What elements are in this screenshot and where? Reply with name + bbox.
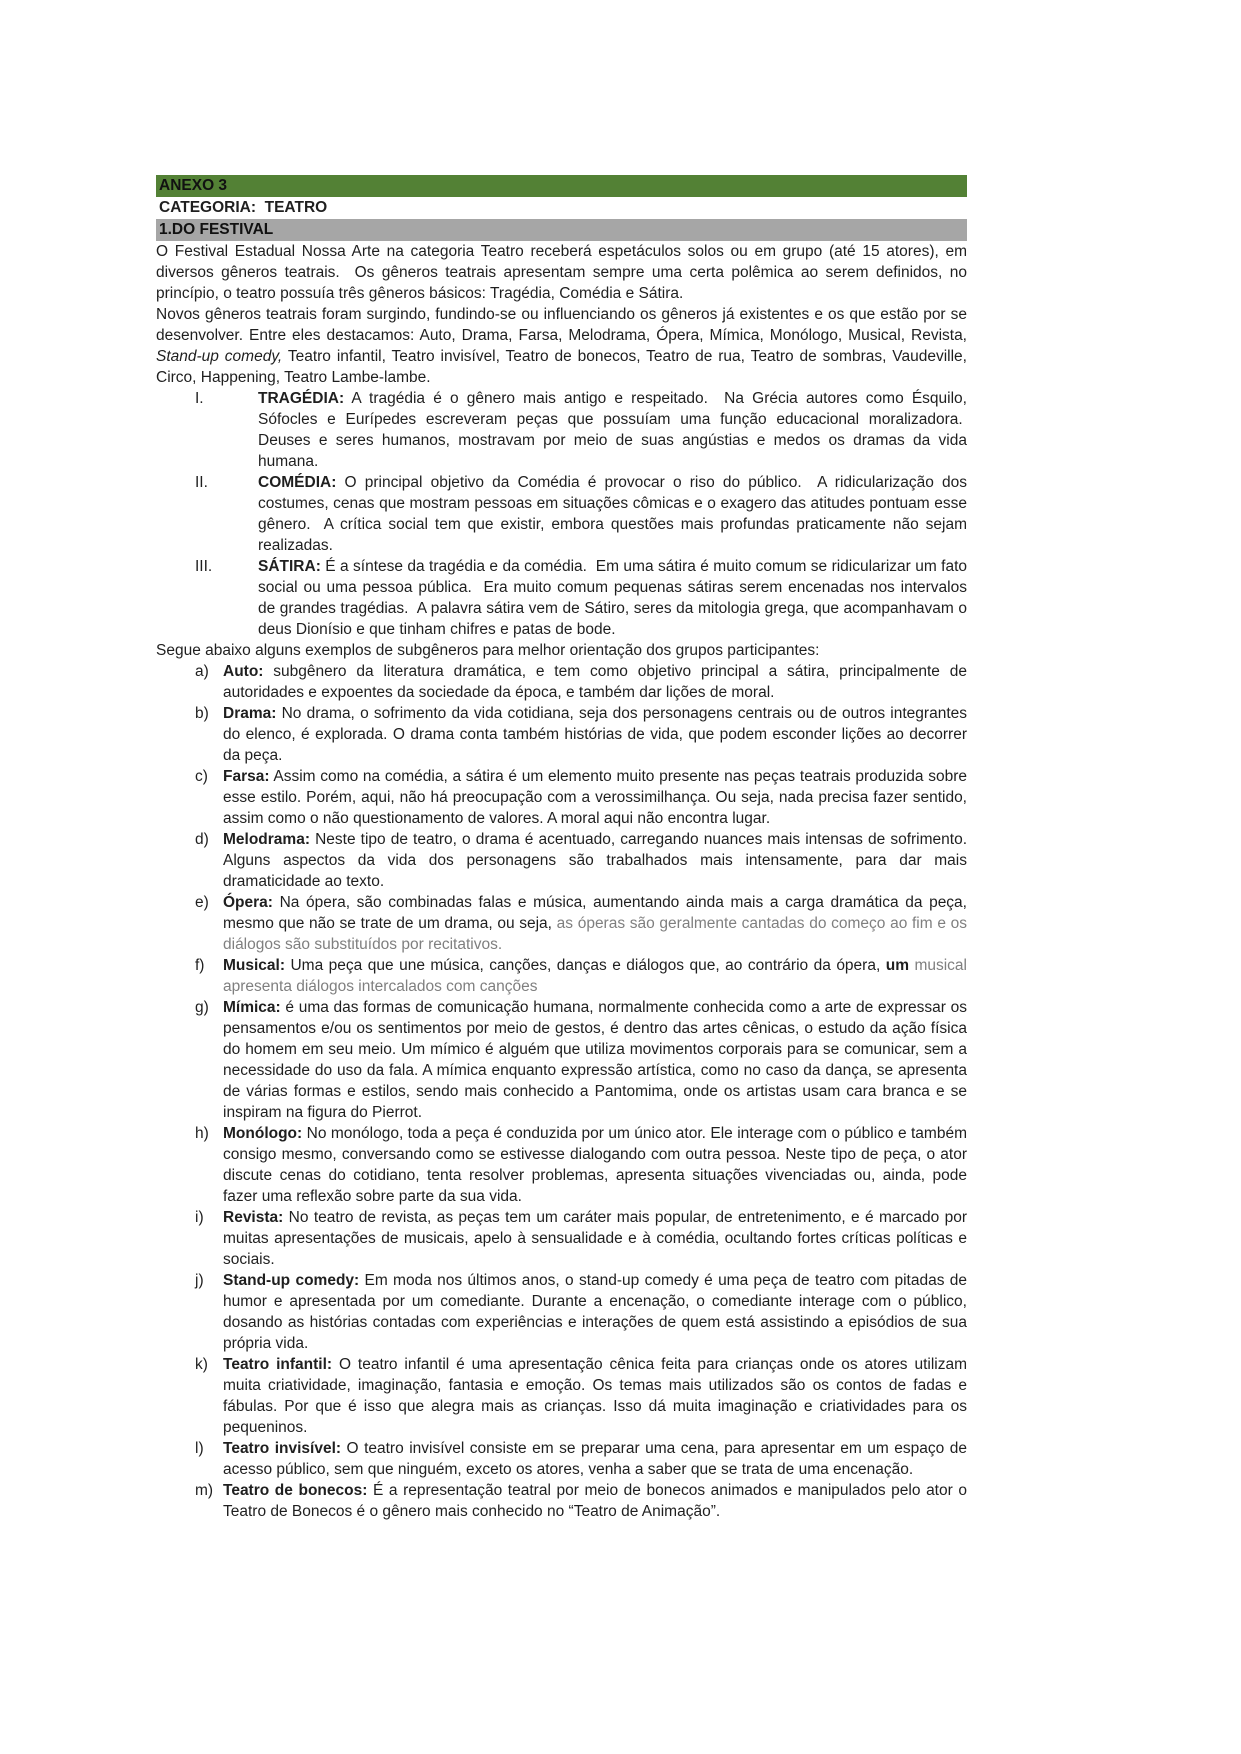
text-segment: Teatro de bonecos: [223,1482,368,1499]
list-marker: i) [195,1209,204,1226]
list-item-text [223,766,967,829]
letter-list-item [156,892,967,955]
text-segment: Novos gêneros teatrais foram surgindo, fundindo-se ou influenciando os gêneros já existentes e os que estão por se desenvolver. Entre eles destacamos: Auto, Drama, Farsa, Melodrama, Ópera, Mímica, Monólogo, Musical, Revista, [156,306,967,344]
text-segment: É a síntese da tragédia e da comédia. Em uma sátira é muito comum se ridicularizar um fato social ou uma pessoa pública. Era muito comum pequenas sátiras serem encenadas nos intervalos de grandes tragédias. A palavra sátira vem de Sátiro, seres da mitologia grega, que acompanhavam o deus Dionísio e que tinham chifres e patas de bode. [258,558,967,638]
text-segment: Em moda nos últimos anos, o stand-up comedy é uma peça de teatro com pitadas de humor e apresentada por um comediante. Durante a encenação, o comediante interage com o público, dosando as histórias contadas com experiências e interações de quem está assistindo a episódios de sua própria vida. [223,1272,968,1352]
letter-list-item [156,1480,967,1522]
list-marker: I. [195,390,204,407]
text-segment: Na ópera, são combinadas falas e música, aumentando ainda mais a carga dramática da peça, mesmo que não se trate de um drama, ou seja, [223,894,967,932]
text-segment: O teatro infantil é uma apresentação cênica feita para crianças onde os atores utilizam muita criatividade, imaginação, fantasia e emoção. Os temas mais utilizados são os contos de fadas e fábulas. Por que é isso que alegra mais as crianças. Isso dá muita imaginação e criatividades para os pequeninos. [223,1356,967,1436]
letter-list-item [156,1123,967,1207]
anexo-header-bar: ANEXO 3 [156,175,967,197]
list-item-text [258,472,967,556]
letter-list-item [156,1438,967,1480]
text-segment: musical apresenta diálogos intercalados com canções [223,957,967,995]
text-segment: O principal objetivo da Comédia é provocar o riso do público. A ridicularização dos costumes, cenas que mostram pessoas em situações cômicas e o exagero das atitudes pontuam esse gênero. A crítica social tem que existir, embora questões mais profundas praticamente não sejam realizadas. [258,474,967,554]
list-marker: g) [195,999,209,1016]
text-segment: COMÉDIA: [258,474,337,491]
list-item-text [223,1354,967,1438]
list-item-text [223,829,967,892]
list-marker: II. [195,474,208,491]
text-segment: O Festival Estadual Nossa Arte na categoria Teatro receberá espetáculos solos ou em grupo (até 15 atores), em diversos gêneros teatrais. Os gêneros teatrais apresentam sempre uma certa polêmica ao serem definidos, no princípio, o teatro possuía três gêneros básicos: Tragédia, Comédia e Sátira. [156,243,967,302]
list-marker: c) [195,768,208,785]
letter-list-item [156,661,967,703]
text-segment: Melodrama: [223,831,310,848]
text-segment: Uma peça que une música, canções, danças e diálogos que, ao contrário da ópera, [285,957,886,974]
text-segment: Mímica: [223,999,281,1016]
text-segment: Teatro infantil, Teatro invisível, Teatro de bonecos, Teatro de rua, Teatro de sombras, Vaudeville, Circo, Happening, Teatro Lambe-lambe. [156,348,967,386]
text-segment: É a representação teatral por meio de bonecos animados e manipulados pelo ator o Teatro de Bonecos é o gênero mais conhecido no “Teatro de Animação”. [223,1482,967,1520]
document-content [156,241,967,1522]
list-item-text [223,1207,967,1270]
list-item-text [223,1270,967,1354]
text-segment: Auto: [223,663,264,680]
text-segment: No teatro de revista, as peças tem um caráter mais popular, de entretenimento, e é marcado por muitas apresentações de musicais, apelo à sensualidade e à comédia, ocultando fortes críticas políticas e sociais. [223,1209,967,1268]
list-marker: f) [195,957,205,974]
list-marker: m) [195,1482,214,1499]
list-item-text [223,661,967,703]
letter-list-item [156,829,967,892]
text-segment: Monólogo: [223,1125,303,1142]
text-segment: SÁTIRA: [258,558,321,575]
text-segment: Teatro invisível: [223,1440,342,1457]
roman-list-item [156,388,967,472]
text-segment: O teatro invisível consiste em se preparar uma cena, para apresentar em um espaço de acesso público, sem que ninguém, exceto os atores, venha a saber que se trata de uma encenação. [223,1440,967,1478]
list-marker: a) [195,663,209,680]
list-marker: j) [195,1272,204,1289]
list-item-text [223,1480,967,1522]
roman-list-item [156,556,967,640]
roman-list-item [156,472,967,556]
letter-list-item [156,766,967,829]
text-segment: é uma das formas de comunicação humana, normalmente conhecida como a arte de expressar os pensamentos e/ou os sentimentos por meio de gestos, é dentro das artes cênicas, o estudo da ação física do homem em seu meio. Um mímico é alguém que utiliza movimentos corporais para se comunicar, sem a necessidade do uso da fala. A mímica enquanto expressão artística, como no caso da dança, se apresenta de várias formas e estilos, sendo mais conhecido a Pantomima, onde os artistas usam cara branca e se inspiram na figura do Pierrot. [223,999,967,1121]
letter-list-item [156,703,967,766]
text-segment: Revista: [223,1209,284,1226]
text-segment: Teatro infantil: [223,1356,333,1373]
list-marker: III. [195,558,213,575]
list-item-text [223,703,967,766]
list-item-text [223,997,967,1123]
list-marker: h) [195,1125,209,1142]
text-segment: Segue abaixo alguns exemplos de subgêneros para melhor orientação dos grupos participantes: [156,642,820,659]
list-marker: b) [195,705,209,722]
list-item-text [258,556,967,640]
paragraph [156,304,967,388]
text-segment: Drama: [223,705,277,722]
list-item-text [258,388,967,472]
text-segment: as óperas são geralmente cantadas do começo ao fim e os diálogos são substituídos por recitativos. [223,915,967,953]
list-marker: k) [195,1356,208,1373]
list-marker: l) [195,1440,204,1457]
letter-list-item [156,1270,967,1354]
letter-list-item [156,1207,967,1270]
paragraph [156,640,967,661]
letter-list-item [156,955,967,997]
list-item-text [223,1438,967,1480]
list-marker: d) [195,831,209,848]
festival-section-bar: 1.DO FESTIVAL [156,219,967,241]
paragraph [156,241,967,304]
text-segment: No monólogo, toda a peça é conduzida por um único ator. Ele interage com o público e também consigo mesmo, conversando como se estivesse dialogando com outra pessoa. Neste tipo de peça, o ator discute cenas do cotidiano, tenta resolver problemas, apresenta situações vivenciadas ou, ainda, pode fazer uma reflexão sobre parte da sua vida. [223,1125,967,1205]
page-content [156,175,967,1522]
text-segment: TRAGÉDIA: [258,390,345,407]
text-segment: um [885,957,909,974]
text-segment: A tragédia é o gênero mais antigo e respeitado. Na Grécia autores como Ésquilo, Sófocles e Eurípedes escreveram peças que possuíam uma função educacional moralizadora. Deuses e seres humanos, mostravam por meio de suas angústias e medos os dramas da vida humana. [258,390,967,470]
text-segment: Stand-up comedy, [156,348,283,365]
text-segment: Neste tipo de teatro, o drama é acentuado, carregando nuances mais intensas de sofrimento. Alguns aspectos da vida dos personagens são trabalhados mais intensamente, para dar mais dramaticidade ao texto. [223,831,967,890]
categoria-heading: CATEGORIA: TEATRO [159,199,328,216]
text-segment: Assim como na comédia, a sátira é um elemento muito presente nas peças teatrais produzida sobre esse estilo. Porém, aqui, não há preocupação com a verossimilhança. Ou seja, nada precisa fazer sentido, assim como o não questionamento de valores. A moral aqui não encontra lugar. [223,768,967,827]
letter-list-item [156,1354,967,1438]
list-item-text [223,1123,967,1207]
list-item-text [223,955,967,997]
text-segment: No drama, o sofrimento da vida cotidiana, seja dos personagens centrais ou de outros integrantes do elenco, é explorada. O drama conta também histórias de vida, que podem esconder lições ao decorrer da peça. [223,705,967,764]
letter-list-item [156,997,967,1123]
text-segment: Farsa: [223,768,270,785]
list-marker: e) [195,894,209,911]
text-segment: subgênero da literatura dramática, e tem como objetivo principal a sátira, principalmente de autoridades e expoentes da sociedade da época, e também dar lições de moral. [223,663,967,701]
text-segment: Musical: [223,957,286,974]
list-item-text [223,892,967,955]
text-segment: Ópera: [223,894,273,911]
text-segment: Stand-up comedy: [223,1272,360,1289]
